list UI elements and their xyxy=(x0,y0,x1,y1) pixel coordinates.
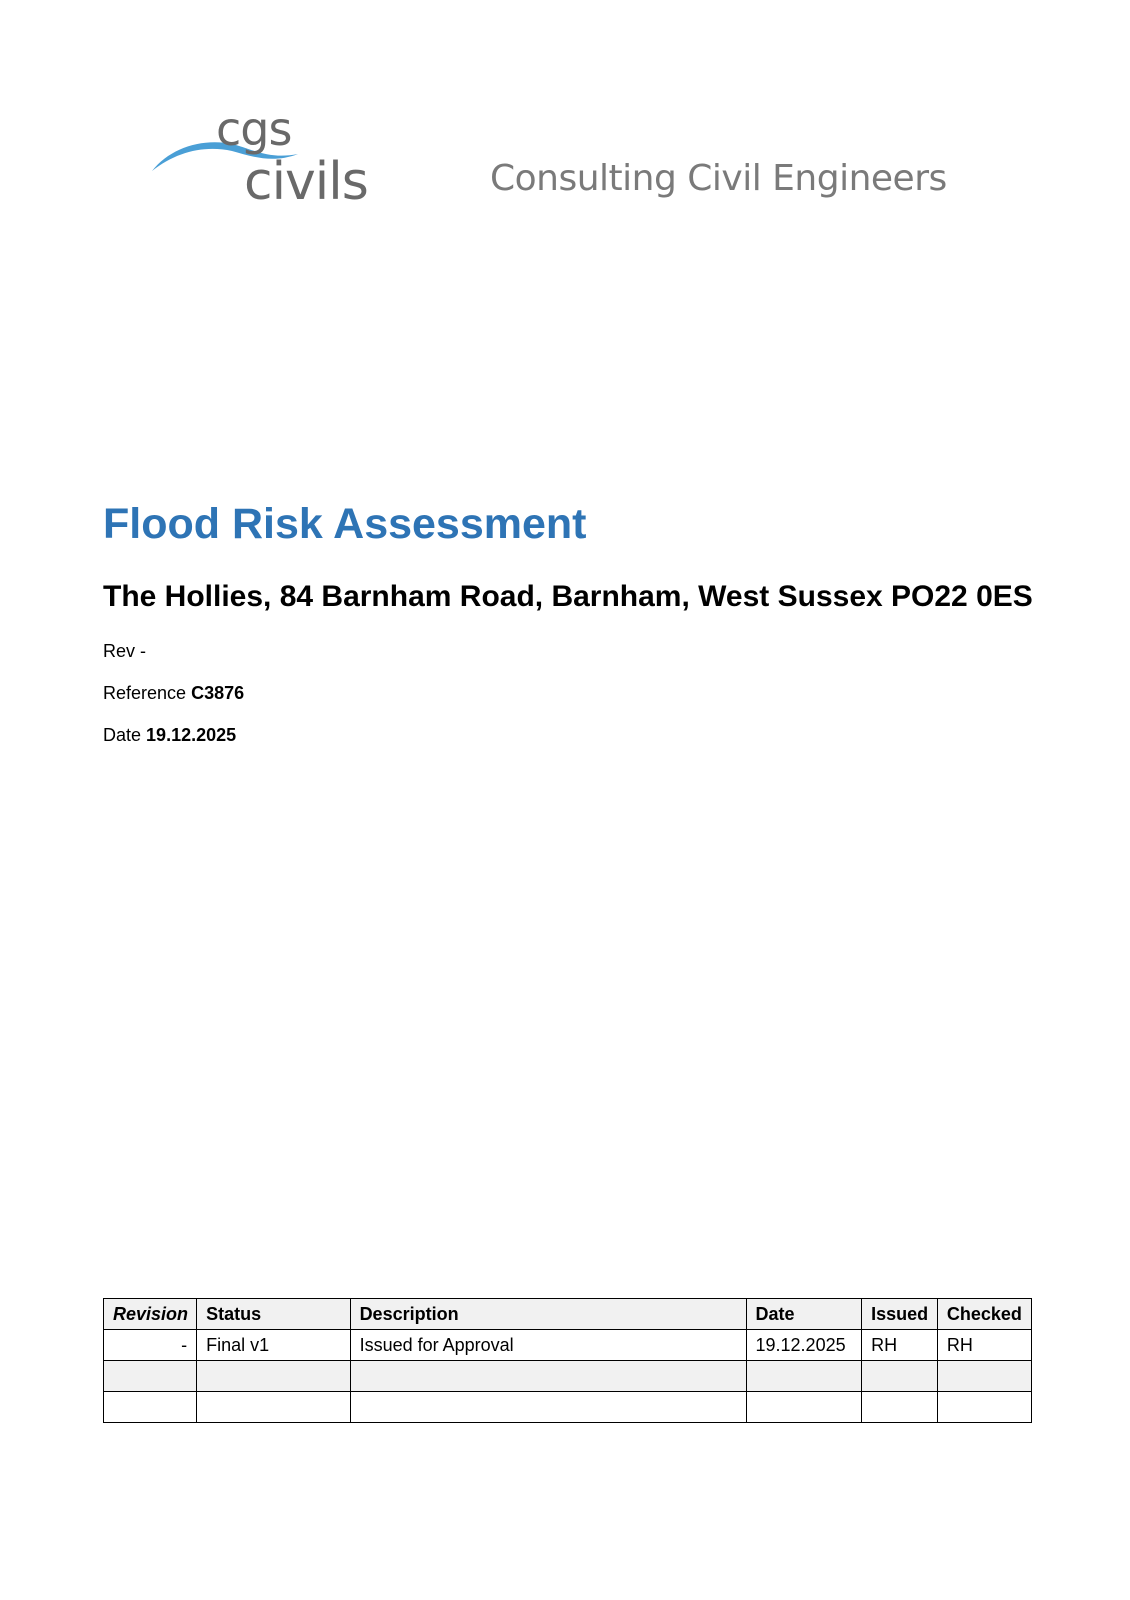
revision-line xyxy=(103,641,146,662)
table-cell-issued: RH xyxy=(862,1330,938,1361)
column-header-issued: Issued xyxy=(862,1299,938,1330)
table-row xyxy=(104,1392,1032,1423)
table-cell-issued xyxy=(862,1392,938,1423)
table-cell-description: Issued for Approval xyxy=(350,1330,746,1361)
logo-text-cgs: cgs xyxy=(216,102,292,156)
table-cell-date: 19.12.2025 xyxy=(746,1330,862,1361)
column-header-status: Status xyxy=(197,1299,350,1330)
column-header-date: Date xyxy=(746,1299,862,1330)
column-header-revision: Revision xyxy=(104,1299,197,1330)
company-tagline: Consulting Civil Engineers xyxy=(490,158,947,199)
reference-label: Reference xyxy=(103,683,187,703)
date-label: Date xyxy=(103,725,142,745)
table-row xyxy=(104,1330,1032,1361)
table-cell-checked xyxy=(937,1392,1031,1423)
document-subtitle: The Hollies, 84 Barnham Road, Barnham, West Sussex PO22 0ES xyxy=(103,580,1033,613)
table-cell-checked: RH xyxy=(937,1330,1031,1361)
reference-value: C3876 xyxy=(191,683,245,703)
table-cell-checked xyxy=(937,1361,1031,1392)
company-logo xyxy=(150,100,380,220)
column-header-description: Description xyxy=(350,1299,746,1330)
table-cell-issued xyxy=(862,1361,938,1392)
table-cell-status: Final v1 xyxy=(197,1330,350,1361)
table-cell-description xyxy=(350,1361,746,1392)
table-cell-date xyxy=(746,1392,862,1423)
reference-line xyxy=(103,683,244,704)
table-cell-status xyxy=(197,1361,350,1392)
table-row xyxy=(104,1361,1032,1392)
column-header-checked: Checked xyxy=(937,1299,1031,1330)
table-cell-revision xyxy=(104,1361,197,1392)
table-cell-revision: - xyxy=(104,1330,197,1361)
table-cell-date xyxy=(746,1361,862,1392)
table-header-row xyxy=(104,1299,1032,1330)
table-cell-status xyxy=(197,1392,350,1423)
table-cell-revision xyxy=(104,1392,197,1423)
date-line xyxy=(103,725,236,746)
logo-text-civils: civils xyxy=(244,152,368,212)
revision-table xyxy=(103,1298,1032,1423)
date-value: 19.12.2025 xyxy=(146,725,237,745)
revision-label: Rev - xyxy=(103,641,147,661)
table-cell-description xyxy=(350,1392,746,1423)
document-title: Flood Risk Assessment xyxy=(103,500,587,548)
